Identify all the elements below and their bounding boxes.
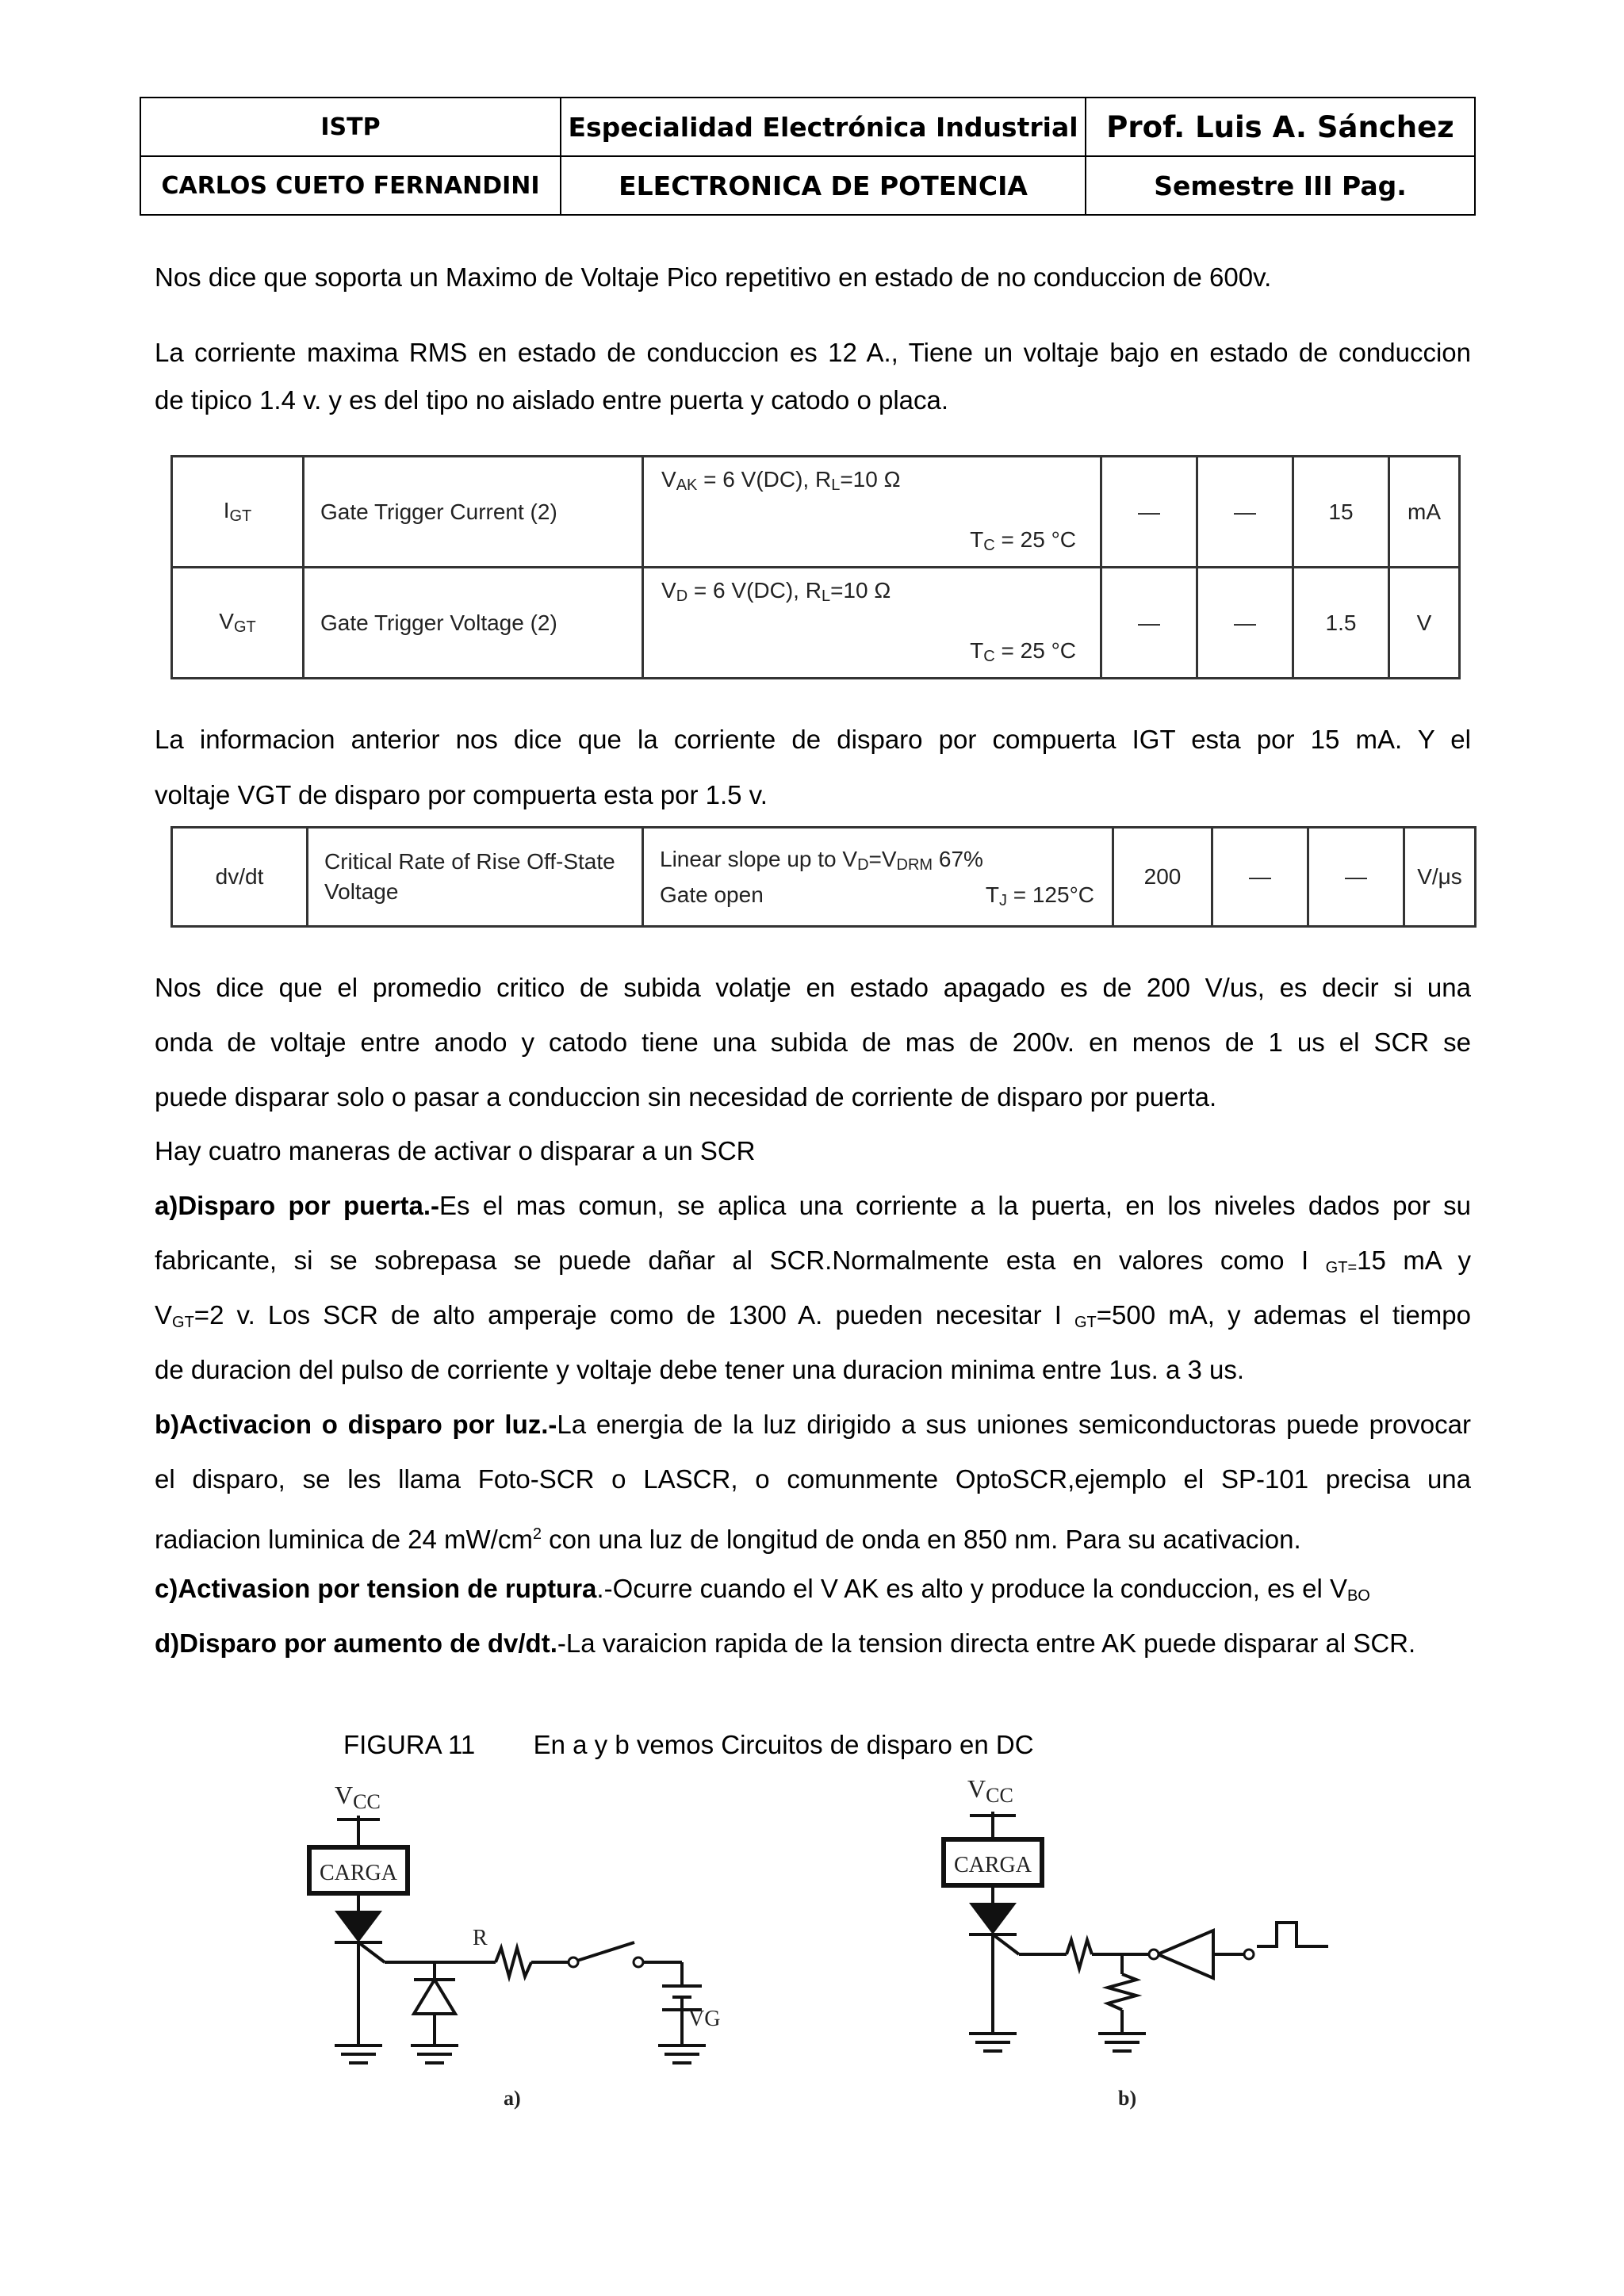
condition-vak: $V_{AK} = 6$ V(DC), $R_L=10$ Ω <box>661 467 901 494</box>
condition-gate-open: Gate open $T_J = 125^\circ C$ <box>660 882 1094 909</box>
method-d: d)Disparo por aumento de dv/dt.-La varaicion rapida de la tension directa entre AK puede disparar al SCR. <box>155 1628 1416 1658</box>
paragraph-1: Nos dice que soporta un Maximo de Voltaje Pico repetitivo en estado de no conduccion de 600v. <box>155 262 1272 292</box>
typ-value: — <box>1197 457 1293 568</box>
vg-label: VG <box>688 2007 721 2031</box>
resistor-label: R <box>473 1926 488 1950</box>
symbol-igt: $I_{GT}$ <box>172 457 304 568</box>
param-gate-trigger-voltage: Gate Trigger Voltage (2) <box>304 568 643 679</box>
method-b-line-3: radiacion luminica de 24 $mW/cm^2$ con una luz de longitud de onda en 850 nm. Para su acativacion. <box>155 1525 1301 1554</box>
param-gate-trigger-current: Gate Trigger Current (2) <box>304 457 643 568</box>
unit-value: mA <box>1389 457 1460 568</box>
condition-linear-slope: Linear slope up to $V_D=V_{DRM}$ 67% <box>660 846 983 874</box>
typ-value: — <box>1197 568 1293 679</box>
param-critical-rate: Critical Rate of Rise Off-State Voltage <box>308 828 643 927</box>
symbol-vgt: $V_{GT}$ <box>172 568 304 679</box>
paragraph-4-line-1: Nos dice que el promedio critico de subida volatje en estado apagado es de 200 V/us, es decir si una <box>155 973 1471 1002</box>
paragraph-2-line-2: de tipico 1.4 v. y es del tipo no aislado entre puerta y catodo o placa. <box>155 385 949 415</box>
table-row <box>172 568 1460 679</box>
max-value: — <box>1308 828 1404 927</box>
load-label: CARGA <box>953 1853 1032 1877</box>
figure-caption <box>343 1730 1034 1760</box>
min-value: — <box>1101 457 1197 568</box>
symbol-dvdt: dv/dt <box>172 828 308 927</box>
method-a-line-4: de duracion del pulso de corriente y voltaje debe tener una duracion minima entre 1us. a 3 us. <box>155 1355 1245 1384</box>
condition-cell <box>643 457 1101 568</box>
dvdt-spec-table <box>170 826 1477 928</box>
condition-tc: $T_C = 25$ °C <box>970 527 1076 554</box>
paragraph-5: Hay cuatro maneras de activar o disparar a un SCR <box>155 1136 756 1165</box>
page-header <box>140 97 1476 216</box>
paragraph-4-line-2: onda de voltaje entre anodo y catodo tiene una subida de mas de 200v. en menos de 1 us el SCR se <box>155 1027 1471 1057</box>
method-a-line-2: fabricante, si se sobrepasa se puede dañar al SCR.Normalmente esta en valores como I $_{GT=}$15 mA y <box>155 1246 1471 1276</box>
method-a-line-3: $V_{GT}=2$ v. Los SCR de alto amperaje como de 1300 A. pueden necesitar I $_{GT}$=500 mA, y ademas el tiempo <box>155 1300 1471 1331</box>
method-b-line-1: b)Activacion o disparo por luz.-La energia de la luz dirigido a sus uniones semiconductoras puede provocar <box>155 1410 1471 1439</box>
circuit-b-tag: b) <box>1118 2087 1137 2110</box>
method-b-line-2: el disparo, se les llama Foto-SCR o LASCR, o comunmente OptoSCR,ejemplo el SP-101 precisa una <box>155 1464 1471 1494</box>
school-name: ISTP <box>140 98 561 156</box>
vcc-label: VCC <box>335 1781 381 1813</box>
paragraph-4-line-3: puede disparar solo o pasar a conduccion sin necesidad de corriente de disparo por puerta. <box>155 1082 1217 1112</box>
paragraph-3-line-1: La informacion anterior nos dice que la corriente de disparo por compuerta IGT esta por 15 mA. Y el <box>155 725 1471 754</box>
paragraph-2-line-1: La corriente maxima RMS en estado de conduccion es 12 A., Tiene un voltaje bajo en estado de conduccion <box>155 338 1471 367</box>
load-label: CARGA <box>319 1861 398 1885</box>
typ-value: — <box>1212 828 1308 927</box>
table-row <box>172 457 1460 568</box>
method-a-line-1: a)Disparo por puerta.-Es el mas comun, se aplica una corriente a la puerta, en los niveles dados por su <box>155 1191 1471 1220</box>
course-title: ELECTRONICA DE POTENCIA <box>561 156 1086 215</box>
condition-vd: $V_D = 6$ V(DC), $R_L=10$ Ω <box>661 578 891 605</box>
condition-cell <box>643 828 1113 927</box>
figure-label: FIGURA 11 <box>343 1730 476 1759</box>
school-name-line2: CARLOS CUETO FERNANDINI <box>140 156 561 215</box>
semester-page: Semestre III Pag. <box>1086 156 1475 215</box>
circuit-a <box>293 1772 753 2121</box>
condition-cell <box>643 568 1101 679</box>
table-row <box>172 828 1476 927</box>
min-value: — <box>1101 568 1197 679</box>
max-value: 1.5 <box>1293 568 1389 679</box>
method-c: c)Activasion por tension de ruptura.-Ocurre cuando el V AK es alto y produce la conduccion, es el $V_{BO}$ <box>155 1574 1370 1605</box>
unit-value: V <box>1389 568 1460 679</box>
condition-tc: $T_C = 25$ °C <box>970 638 1076 665</box>
circuit-a-tag: a) <box>504 2087 521 2110</box>
paragraph-3-line-2: voltaje VGT de disparo por compuerta esta por 1.5 v. <box>155 780 768 809</box>
unit-value: V/μs <box>1404 828 1476 927</box>
figure-description: En a y b vemos Circuitos de disparo en DC <box>533 1730 1034 1759</box>
vcc-label: VCC <box>967 1774 1013 1807</box>
circuit-b <box>924 1772 1352 2121</box>
professor: Prof. Luis A. Sánchez <box>1086 98 1475 156</box>
gate-trigger-spec-table <box>170 455 1461 679</box>
specialty: Especialidad Electrónica Industrial <box>561 98 1086 156</box>
max-value: 15 <box>1293 457 1389 568</box>
min-value: 200 <box>1113 828 1212 927</box>
